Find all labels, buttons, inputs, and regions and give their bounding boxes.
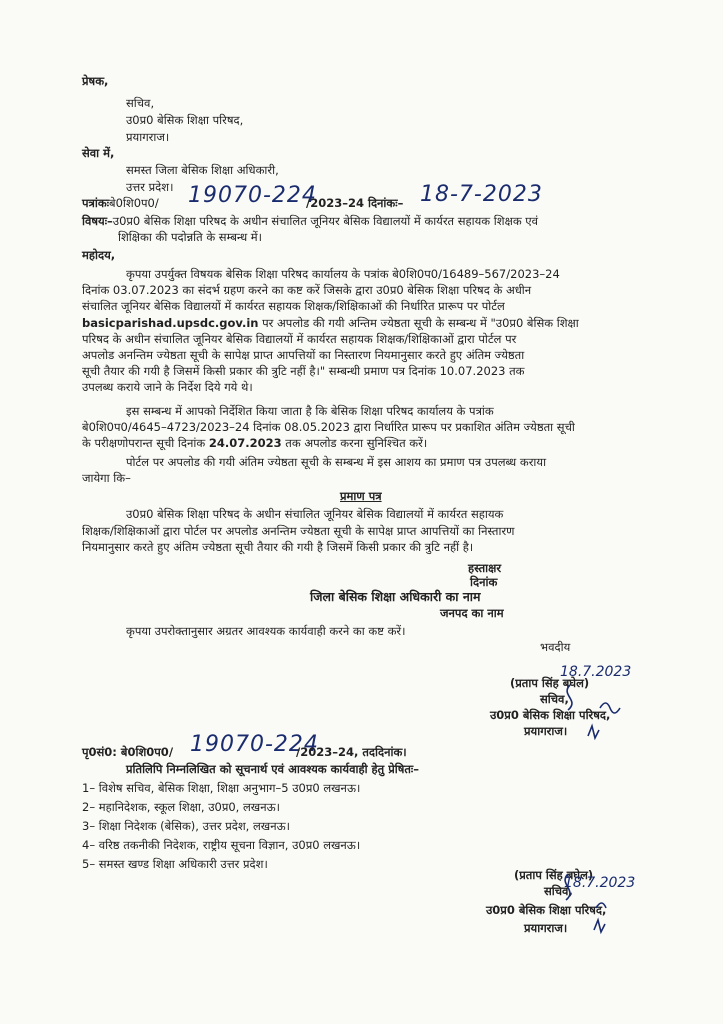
recipient-label: सेवा में, [82,146,115,160]
copy-item: 5– समस्त खण्ड शिक्षा अधिकारी उत्तर प्रदेश। [82,857,268,871]
body-p3-line-1: पोर्टल पर अपलोड की गयी अंतिम ज्येष्ठता सूची के सम्बन्ध में इस आशय का प्रमाण पत्र उपलब्ध कराया [126,455,547,469]
recipient-line-1: समस्त जिला बेसिक शिक्षा अधिकारी, [126,163,279,177]
reference-line [82,196,159,210]
certificate-line-1: उ0प्र0 बेसिक शिक्षा परिषद के अधीन संचालित जूनियर बेसिक विद्यालयों में कार्यरत सहायक [126,507,504,521]
date-field: दिनांक [470,575,498,589]
handwritten-signature-date-1: 18.7.2023 [560,664,632,680]
copy-number-handwritten: 19070-224 [190,732,319,757]
copy-signatory-title: सचिव, [544,884,573,898]
copy-reference-suffix: /2023–24, तददिनांक। [296,745,407,759]
signature-scribble-1 [550,680,630,740]
signatory-org: उ0प्र0 बेसिक शिक्षा परिषद, [490,708,611,722]
signature-scribble-2 [550,868,630,938]
copy-signatory-org: उ0प्र0 बेसिक शिक्षा परिषद, [486,903,607,917]
sender-line-1: सचिव, [126,96,155,110]
signatory-title: सचिव, [540,692,569,706]
body-p1-line-8: उपलब्ध कराये जाने के निर्देश दिये गये थे। [82,380,253,394]
body-p2-line-1: इस सम्बन्ध में आपको निर्देशित किया जाता है कि बेसिक शिक्षा परिषद कार्यालय के पत्रांक [126,404,494,418]
body-p1-line-6: अपलोड अनन्तिम ज्येष्ठता सूची के सापेक्ष प्राप्त आपत्तियों का निस्तारण नियमानुसार करते हुए अंतिम ज्येष्ठता [82,348,525,362]
body-p2-line-2: बे0शि0प0/4645–4723/2023–24 दिनांक 08.05.2023 द्वारा निर्धारित प्रारूप पर प्रकाशित अंतिम ज्येष्ठता सूची [82,420,575,434]
sender-line-2: उ0प्र0 बेसिक शिक्षा परिषद, [126,113,244,127]
body-p1-line-1: कृपया उपर्युक्त विषयक बेसिक शिक्षा परिषद कार्यालय के पत्रांक बे0शि0प0/16489–567/2023–24 [126,267,560,281]
copy-item: 3– शिक्षा निदेशक (बेसिक), उत्तर प्रदेश, लखनऊ। [82,819,290,833]
copy-item: 4– वरिष्ठ तकनीकी निदेशक, राष्ट्रीय सूचना विज्ञान, उ0प्र0 लखनऊ। [82,838,361,852]
handwritten-signature-date-2: 18.7.2023 [564,875,636,891]
portal-url: basicparishad.upsdc.gov.in [82,316,259,330]
signatory-name: (प्रताप सिंह बघेल) [510,676,590,690]
reference-label: पत्रांकः [82,196,110,210]
yours-faithfully: भवदीय [540,640,571,654]
reference-year: /2023–24 दिनांकः– [306,196,404,210]
signature-field: हस्ताक्षर [468,561,502,575]
subject-label: विषयः– [82,214,113,228]
sender-label: प्रेषक, [82,74,109,88]
salutation: महोदय, [82,248,116,262]
date-handwritten: 18-7-2023 [420,182,543,207]
body-p1-line-7: सूची तैयार की गयी है जिसमें किसी प्रकार की त्रुटि नहीं है।" सम्बन्धी प्रमाण पत्र दिनांक 10.07.2023 तक [82,364,525,378]
copy-heading: प्रतिलिपि निम्नलिखित को सूचनार्थ एवं आवश्यक कार्यवाही हेतु प्रेषितः– [126,762,420,776]
certificate-title: प्रमाण पत्र [340,489,382,503]
recipient-line-2: उत्तर प्रदेश। [126,180,174,194]
copy-item: 1– विशेष सचिव, बेसिक शिक्षा, शिक्षा अनुभाग–5 उ0प्र0 लखनऊ। [82,781,361,795]
body-p2-line-3: के परीक्षणोपरान्त सूची दिनांक 24.07.2023 तक अपलोड करना सुनिश्चित करें। [82,436,428,450]
body-p3-line-2: जायेगा कि– [82,471,131,485]
signatory-place: प्रयागराज। [524,724,568,738]
body-p1-line-2: दिनांक 03.07.2023 का संदर्भ ग्रहण करने का कष्ट करें जिसके द्वारा उ0प्र0 बेसिक शिक्षा परिषद के अधीन [82,283,532,297]
subject-line-2: शिक्षिका की पदोन्नति के सम्बन्ध में। [118,230,263,244]
copy-signatory-name: (प्रताप सिंह बघेल) [514,868,594,882]
certificate-line-3: नियमानुसार करते हुए अंतिम ज्येष्ठता सूची तैयार की गयी है जिसमें किसी प्रकार की त्रुटि नहीं है। [82,540,474,554]
reference-number-handwritten: 19070-224 [188,183,317,208]
body-p1-line-4: basicparishad.upsdc.gov.in पर अपलोड की गयी अन्तिम ज्येष्ठता सूची के सम्बन्ध में "उ0प्र0 बेसिक शिक्षा [82,316,579,330]
deadline-date: 24.07.2023 [208,436,282,450]
copy-reference-prefix: पृ0सं0: बे0शि0प0/ [82,745,174,759]
reference-prefix: बे0शि0प0/ [109,196,159,210]
subject-line-1: विषयः–उ0प्र0 बेसिक शिक्षा परिषद के अधीन संचालित जूनियर बेसिक विद्यालयों में कार्यरत सहायक शिक्षक एवं [82,214,539,228]
district-field: जनपद का नाम [440,606,504,620]
officer-name-field: जिला बेसिक शिक्षा अधिकारी का नाम [310,589,481,604]
body-p1-line-3: संचालित जूनियर बेसिक विद्यालयों में कार्यरत सहायक शिक्षक/शिक्षिकाओं की निर्धारित प्रारूप पर पोर्टल [82,299,505,313]
certificate-line-2: शिक्षक/शिक्षिकाओं द्वारा पोर्टल पर अपलोड अनन्तिम ज्येष्ठता सूची के सापेक्ष प्राप्त आपत्तियों का निस्तारण [82,524,515,538]
sender-line-3: प्रयागराज। [126,130,170,144]
copy-item: 2– महानिदेशक, स्कूल शिक्षा, उ0प्र0, लखनऊ। [82,800,280,814]
body-p1-line-5: परिषद के अधीन संचालित जूनियर बेसिक विद्यालयों में कार्यरत सहायक शिक्षक/शिक्षिकाओं द्वारा पोर्टल पर [82,332,517,346]
closing-request: कृपया उपरोक्तानुसार अग्रतर आवश्यक कार्यवाही करने का कष्ट करें। [126,624,406,638]
copy-signatory-place: प्रयागराज। [524,921,568,935]
